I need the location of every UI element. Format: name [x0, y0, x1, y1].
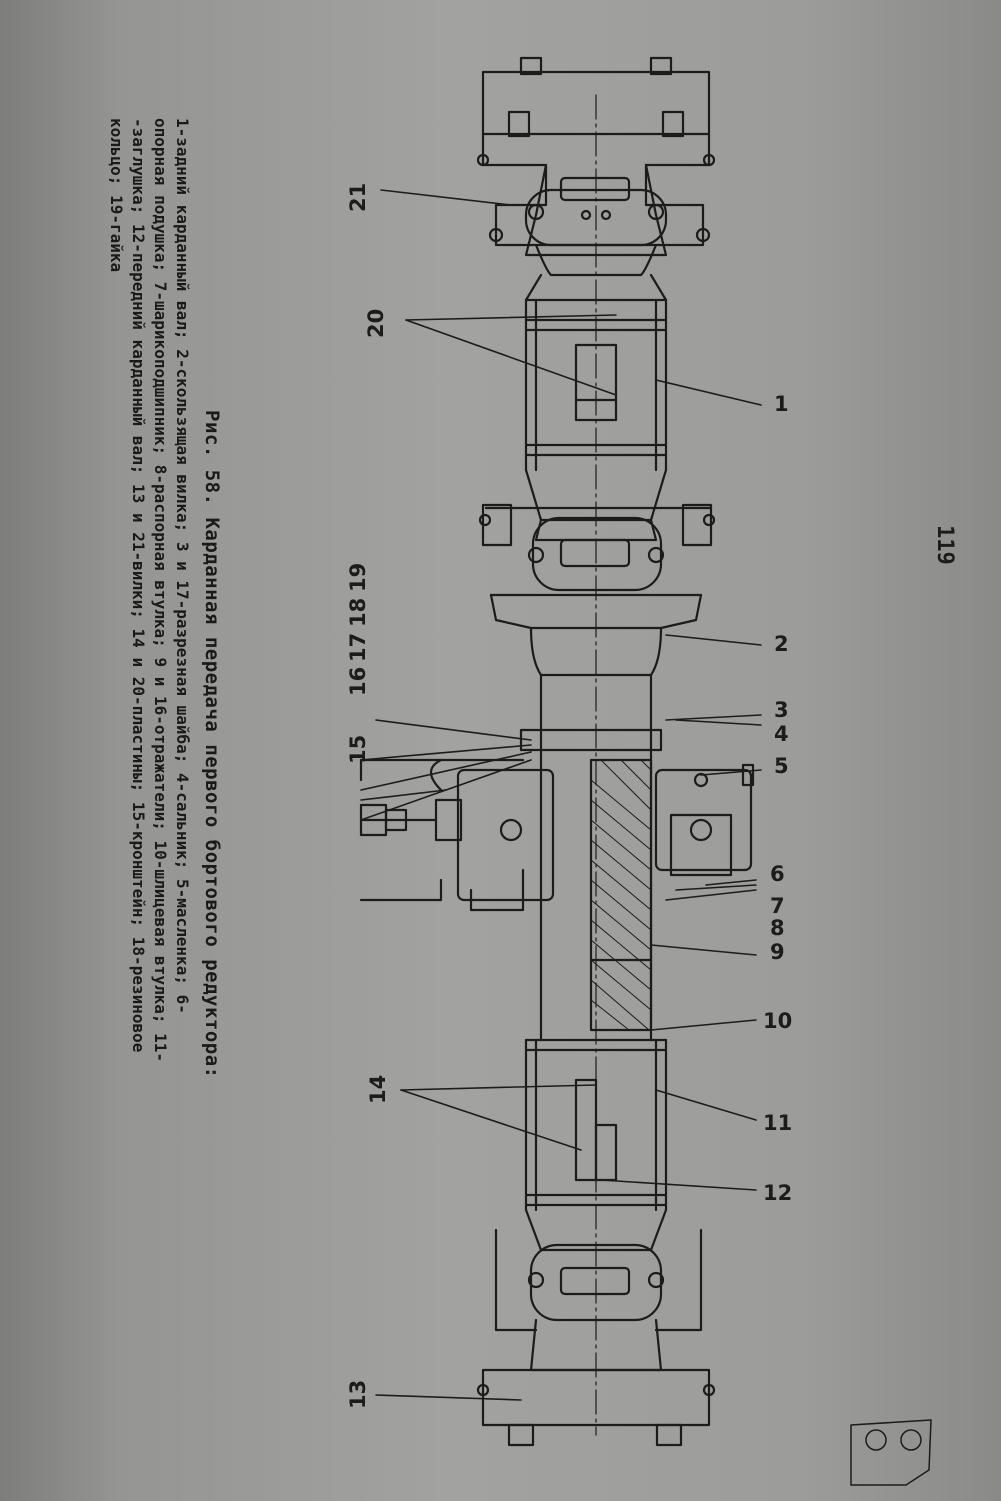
caption-line: кольцо; 19-гайка	[107, 118, 126, 273]
callout-3: 3	[774, 698, 789, 722]
leader-lines	[361, 190, 761, 1400]
caption-line: -заглушка; 12-передний карданный вал; 13 и 21-вилки; 14 и 20-пластины; 15-кронштейн; 18-резиновое	[129, 118, 148, 1053]
callout-4: 4	[774, 722, 789, 746]
callout-6: 6	[770, 862, 785, 886]
page-number: 119	[932, 525, 957, 565]
vehicle-stamp	[851, 1420, 931, 1485]
callout-12: 12	[763, 1181, 793, 1205]
middle-universal-joint	[480, 505, 714, 628]
support-bearing-assembly	[361, 730, 753, 910]
callout-9: 9	[770, 940, 785, 964]
figure-title: Рис. 58. Карданная передача первого бортового редуктора:	[201, 410, 223, 1079]
callout-1: 1	[774, 392, 789, 416]
callout-20: 20	[364, 308, 388, 338]
callout-17: 17	[346, 632, 370, 662]
callout-16: 16	[346, 666, 370, 696]
callout-11: 11	[763, 1111, 793, 1135]
callout-8: 8	[770, 916, 785, 940]
callout-18: 18	[346, 597, 370, 627]
callout-21: 21	[346, 182, 370, 212]
callout-19: 19	[346, 562, 370, 592]
callout-15: 15	[346, 734, 370, 764]
callout-numbers	[346, 183, 792, 1409]
callout-14: 14	[366, 1074, 390, 1104]
callout-2: 2	[774, 632, 789, 656]
callout-10: 10	[763, 1009, 793, 1033]
splined-sleeve	[591, 760, 651, 1030]
callout-5: 5	[774, 754, 789, 778]
callout-13: 13	[346, 1379, 370, 1409]
caption-line: 1-задний карданный вал; 2-скользящая вилка; 3 и 17-разрезная шайба; 4-сальник; 5-масленка; 6-	[173, 118, 192, 1014]
figure-caption	[105, 118, 193, 1218]
caption-line: опорная подушка; 7-шарикоподшипник; 8-распорная втулка; 9 и 16-отражатели; 10-шлицевая втулка; 11-	[151, 118, 170, 1063]
callout-7: 7	[770, 894, 785, 918]
